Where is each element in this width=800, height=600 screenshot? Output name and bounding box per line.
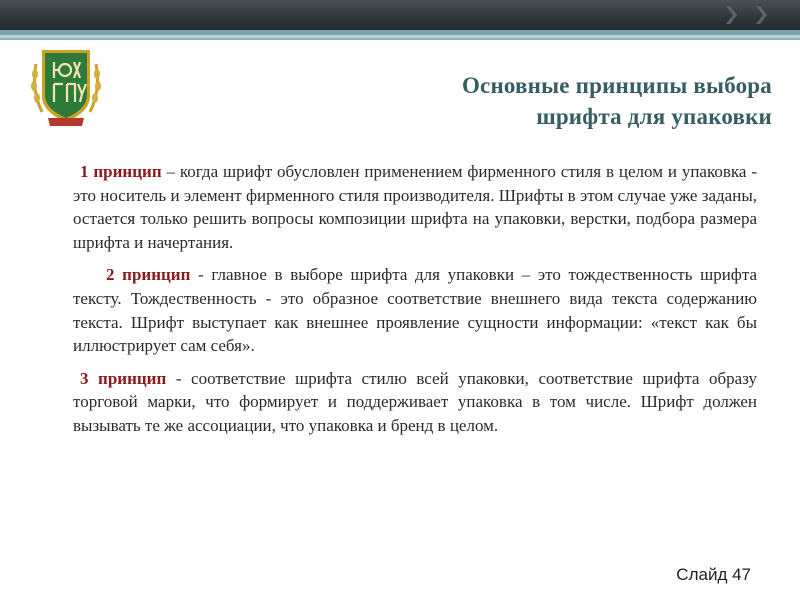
principle-paragraph-3: [73, 367, 757, 438]
top-bar: [0, 0, 800, 30]
principle-lead-3: 3 принцип: [80, 368, 167, 388]
page-title: [312, 70, 772, 132]
principles-body: [73, 160, 757, 447]
title-line-2: шрифта для упаковки: [536, 104, 772, 129]
header-stripe-lower: [0, 38, 800, 40]
university-crest-icon: [30, 44, 102, 130]
chevron-right-icon: [748, 2, 774, 28]
principle-text-1: – когда шрифт обусловлен применением фирменного стиля в целом и упаковка - это носитель и элемент фирменного стиля производителя. Шрифты в этом случае уже заданы, остается только решить вопросы композиции шрифта на упаковки, верстки, подбора размера шрифта и начертания.: [73, 162, 757, 252]
chevron-right-icon: [718, 2, 744, 28]
principle-lead-2: 2 принцип: [106, 265, 191, 285]
principle-lead-1: 1 принцип: [80, 162, 162, 181]
principle-text-3: - соответствие шрифта стилю всей упаковки, соответствие шрифта образу торговой марки, что формирует и поддерживает упаковка в том числе. Шрифт должен вызывать те же ассоциации, что упаковка и бренд в целом.: [73, 368, 757, 435]
principle-paragraph-2: [73, 263, 757, 357]
principle-text-2: - главное в выборе шрифта для упаковки – это тождественность шрифта тексту. Тождественность - это образное соответствие внешнего вида текста содержанию текста. Шрифт выступает как внешнее проявление сущности информации: «текст как бы иллюстрирует сам себя».: [73, 265, 757, 356]
title-line-1: Основные принципы выбора: [461, 73, 772, 98]
slide-number: Слайд 47: [676, 565, 751, 584]
principle-paragraph-1: [73, 160, 757, 254]
